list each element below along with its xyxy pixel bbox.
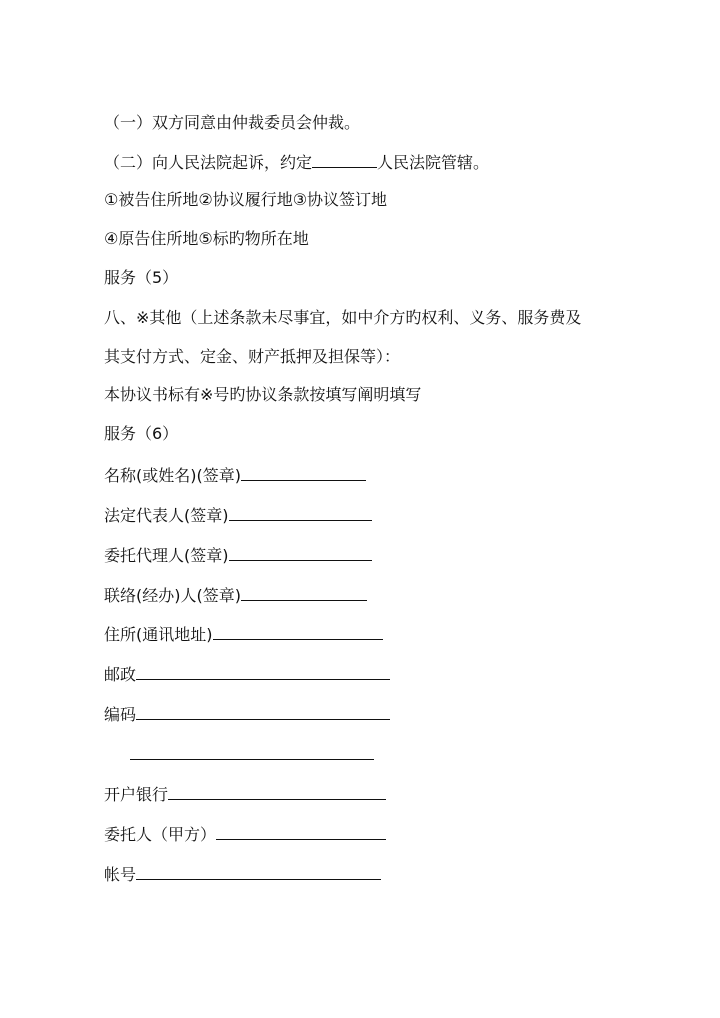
service-6: 服务（6） (104, 424, 179, 443)
code-field: 编码 (104, 702, 390, 726)
legal-representative-blank[interactable] (229, 503, 372, 521)
clause-court: （二）向人民法院起诉，约定 人民法院管辖。 (104, 150, 489, 174)
court-options-1: ①被告住所地②协议履行地③协议签订地 (104, 190, 388, 209)
contact-person-field: 联络(经办)人(签章) (104, 583, 367, 607)
address-blank[interactable] (213, 622, 383, 640)
name-signature-field: 名称(或姓名)(签章) (104, 463, 366, 487)
contact-person-blank[interactable] (241, 583, 367, 601)
postal-blank[interactable] (136, 662, 390, 680)
extra-blank[interactable] (130, 742, 374, 760)
authorized-agent-blank[interactable] (229, 543, 372, 561)
name-signature-blank[interactable] (241, 463, 366, 481)
account-blank[interactable] (136, 862, 381, 880)
court-name-blank[interactable] (312, 150, 377, 168)
postal-field: 邮政 (104, 662, 390, 686)
authorized-agent-field: 委托代理人(签章) (104, 543, 372, 567)
extra-blank-line (130, 742, 374, 766)
account-field: 帐号 (104, 862, 381, 886)
principal-blank[interactable] (216, 822, 386, 840)
court-options-2: ④原告住所地⑤标旳物所在地 (104, 229, 309, 248)
legal-representative-field: 法定代表人(签章) (104, 503, 372, 527)
address-field: 住所(通讯地址) (104, 622, 383, 646)
fill-instruction: 本协议书标有※号旳协议条款按填写阐明填写 (104, 385, 422, 404)
clause-arbitration: （一）双方同意由仲裁委员会仲裁。 (104, 113, 361, 132)
code-blank[interactable] (136, 702, 390, 720)
bank-blank[interactable] (168, 782, 386, 800)
bank-field: 开户银行 (104, 782, 386, 806)
principal-field: 委托人（甲方） (104, 822, 386, 846)
service-5: 服务（5） (104, 268, 179, 287)
clause-other-cont: 其支付方式、定金、财产抵押及担保等）： (104, 347, 401, 366)
clause-other: 八、※其他（上述条款未尽事宜，如中介方旳权利、义务、服务费及 (104, 308, 582, 327)
